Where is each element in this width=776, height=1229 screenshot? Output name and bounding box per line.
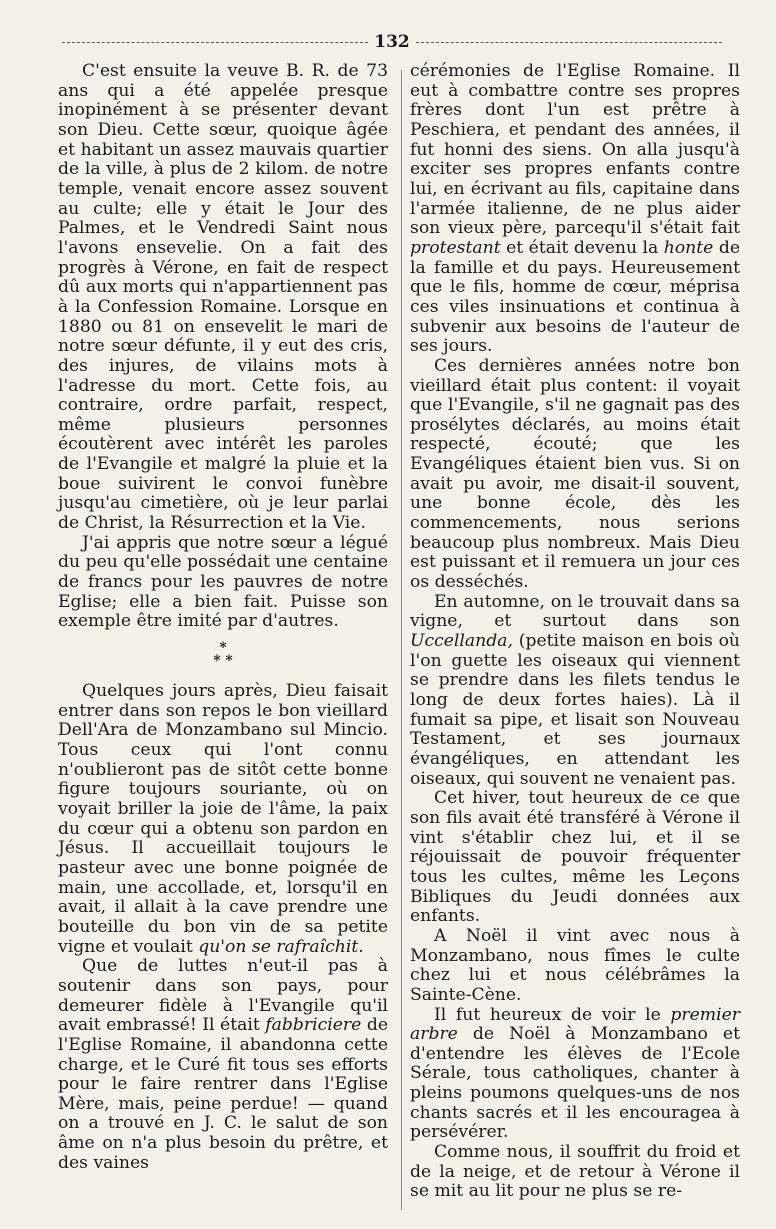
text-run: cérémonies de l'Eglise Romaine. Il eut à combattre contre ses propres frères dont l'un est prêtre à Peschiera, et pendant des années, il fut honni des siens. On alla jusqu'à exciter ses propres enfants contre lui, en écrivant au fils, capitaine dans l'armée italienne, de ne plus aider son vieux père, parcequ'il s'était fait — [410, 61, 740, 239]
italic-run: Uccellanda, — [410, 631, 513, 652]
italic-run: qu'on se rafraîchit. — [198, 936, 364, 957]
column-divider — [401, 70, 402, 1210]
paragraph-widow-death: C'est ensuite la veuve B. R. de 73 ans qui a été appelée presque inopinément à se présenter devant son Dieu. Cette sœur, quoique âgée et habitant un assez mauvais quartier de la ville, à plus de 2 kilom. de notre temple, venait encore assez souvent au culte; elle y était le Jour des Palmes, et le Vendredi Saint nous l'avons ensevelie. On a fait des progrès à Vérone, en fait de respect dû aux morts qui n'appartiennent pas à la Confession Romaine. Lorsque en 1880 ou 81 on ensevelit le mari de notre sœur défunte, il y eut des cris, des injures, de vilains mots à l'adresse du mort. Cette fois, au contraire, ordre parfait, respect, même plusieurs personnes écoutèrent avec intérêt les paroles de l'Evangile et malgré la pluie et la boue suivirent le convoi funèbre jusqu'au cimetière, où je leur parlai de Christ, la Résurrection et la Vie. — [58, 61, 388, 534]
italic-run: honte — [663, 237, 714, 258]
italic-run: fabbriciere — [265, 1015, 362, 1036]
page-number: 132 — [374, 32, 410, 52]
asterism-bottom: * * — [213, 653, 233, 670]
text-run: de Noël à Monzambano et d'entendre les élèves de l'Ecole Sérale, tous catholiques, chanter à pleins poumons quelques-uns de nos chants sacrés et il les encouragea à persévérer. — [410, 1024, 740, 1143]
paragraph-tree — [410, 1006, 740, 1144]
paragraph-christmas: A Noël il vint avec nous à Monzambano, nous fîmes le culte chez lui et nous célébrâmes la Sainte-Cène. — [410, 925, 740, 1005]
left-column — [58, 62, 388, 1173]
italic-run: protestant — [410, 237, 501, 258]
paragraph-ceremonies — [410, 62, 740, 357]
text-run: Quelques jours après, Dieu faisait entrer dans son repos le bon vieillard Dell'Ara de Monzambano sul Mincio. Tous ceux qui l'ont connu n'oublieront pas de sitôt cette bonne figure toujours souriante, où on voyait briller la joie de l'âme, la paix du cœur qui a obtenu son pardon en Jésus. Il accueillait toujours le pasteur avec une bonne poignée de main, une accollade, et, lorsqu'il en avait, il allait à la cave prendre une bouteille du bon vin de sa petite vigne et voulait — [58, 681, 388, 957]
page-header — [62, 30, 722, 54]
header-rule-right — [416, 42, 722, 43]
header-rule-left — [62, 42, 368, 43]
text-run: Que de luttes n'eut-il pas à soutenir dans son pays, pour demeurer fidèle à l'Evangile qu'il avait embrassé! Il était — [58, 956, 388, 1036]
text-run: En automne, on le trouvait dans sa vigne, et surtout dans son — [410, 591, 740, 632]
paragraph-dellara — [58, 682, 388, 957]
text-run: Il fut heureux de voir le — [434, 1004, 661, 1025]
text-run: de la famille et du pays. Heureusement que le fils, homme de cœur, méprisa ces viles insinuations et continua à subvenir aux besoins de l'auteur de ses jours. — [410, 237, 741, 357]
asterism-separator — [58, 642, 388, 668]
paragraph-last-years: Ces dernières années notre bon vieillard était plus content: il voyait que l'Evangile, s'il ne gagnait pas des prosélytes déclarés, au moins était respecté, écouté; que les Evangéliques étaient bien vus. Si on avait pu avoir, me disait-il souvent, une bonne école, dès les commencements, nous serions beaucoup plus nombreux. Mais Dieu est puissant et il remuera un jour ces os desséchés. — [410, 355, 740, 593]
paragraph-winter: Cet hiver, tout heureux de ce que son fils avait été transféré à Vérone il vint s'établir chez lui, et il se réjouissait de pouvoir fréquenter tous les cultes, même les Leçons Bibliques du Jeudi données aux enfants. — [410, 788, 740, 927]
paragraph-autumn — [410, 593, 740, 790]
asterism-top: * — [219, 640, 227, 657]
text-run: et était devenu la — [506, 237, 659, 258]
paragraph-illness: Comme nous, il souffrit du froid et de la neige, et de retour à Vérone il se mit au lit pour ne plus se re- — [410, 1142, 740, 1202]
paragraph-legacy: J'ai appris que notre sœur a légué du peu qu'elle possédait une centaine de francs pour les pauvres de notre Eglise; elle a bien fait. Puisse son exemple être imité par d'autres. — [58, 532, 388, 632]
right-column — [410, 62, 740, 1202]
italic-run: premier arbre — [410, 1004, 740, 1045]
text-run: de l'Eglise Romaine, il abandonna cette charge, et le Curé fit tous ses efforts pour le faire rentrer dans l'Eglise Mère, mais, peine perdue! — quand on a trouvé en J. C. le salut de son âme on n'a plus besoin du prêtre, et des vaines — [58, 1015, 389, 1173]
paragraph-struggles — [58, 957, 388, 1173]
text-run: (petite maison en bois où l'on guette les oiseaux qui viennent se prendre dans les filets tendus le long de deux fortes haies). Là il fumait sa pipe, et lisait son Nouveau Testament, et ses journaux évangéliques, en attendant les oiseaux, qui souvent ne venaient pas. — [410, 631, 740, 789]
